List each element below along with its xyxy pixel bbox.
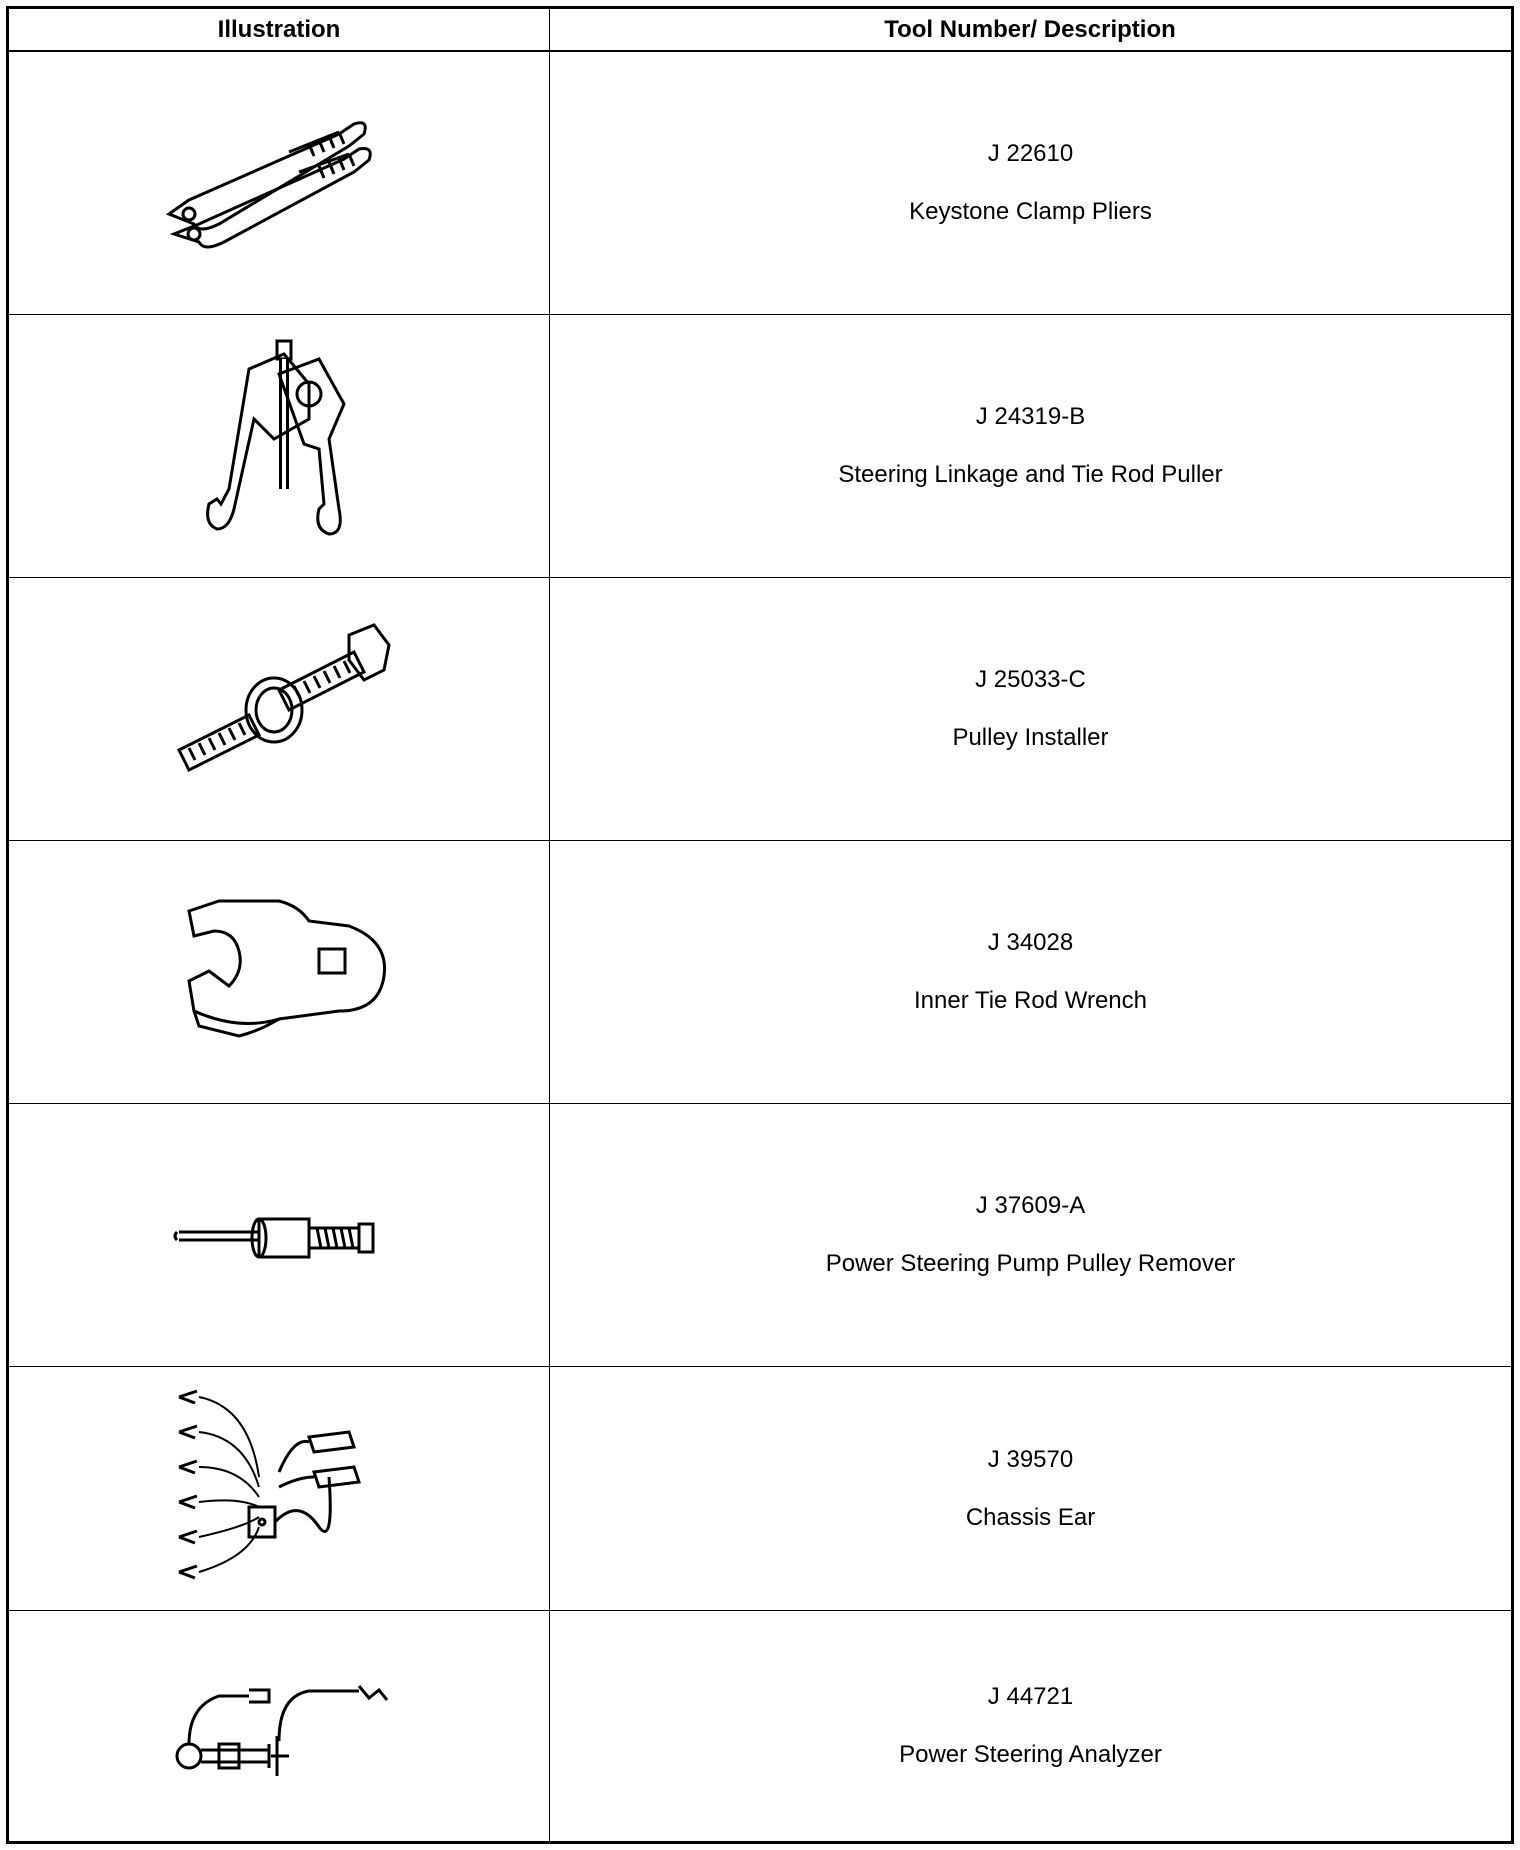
header-description: Tool Number/ Description	[884, 16, 1176, 43]
wrench-icon	[159, 861, 409, 1081]
tool-number: J 37609-A	[975, 1192, 1086, 1219]
tool-description: Keystone Clamp Pliers	[909, 198, 1152, 225]
tool-number: J 24319-B	[975, 403, 1086, 430]
tool-description: Steering Linkage and Tie Rod Puller	[838, 461, 1223, 488]
tool-description: Power Steering Pump Pulley Remover	[825, 1250, 1236, 1277]
illustration-cell	[9, 841, 549, 1103]
tool-number: J 34028	[987, 929, 1074, 956]
table-row	[9, 1104, 1511, 1367]
table-header	[9, 9, 1511, 52]
illustration-cell	[9, 1367, 549, 1610]
description-cell	[550, 1611, 1511, 1841]
tool-number: J 25033-C	[975, 666, 1086, 693]
description-cell	[550, 578, 1511, 840]
tool-table	[6, 6, 1514, 1844]
illustration-cell	[9, 1611, 549, 1841]
pulley-installer-icon	[159, 600, 409, 820]
tool-description: Inner Tie Rod Wrench	[913, 987, 1147, 1014]
description-cell	[550, 52, 1511, 314]
description-cell	[550, 1104, 1511, 1366]
illustration-cell	[9, 1104, 549, 1366]
table-row	[9, 315, 1511, 578]
description-cell	[550, 841, 1511, 1103]
chassis-ear-icon	[159, 1377, 409, 1597]
pulley-remover-icon	[159, 1124, 409, 1344]
analyzer-icon	[159, 1616, 409, 1836]
description-cell	[550, 315, 1511, 577]
pliers-icon	[159, 74, 409, 294]
description-cell	[550, 1367, 1511, 1610]
header-illustration: Illustration	[217, 16, 341, 43]
table-row	[9, 841, 1511, 1104]
table-row	[9, 52, 1511, 315]
tool-number: J 22610	[987, 140, 1074, 167]
tool-description: Pulley Installer	[952, 724, 1109, 751]
tool-number: J 39570	[987, 1445, 1074, 1473]
tool-description: Chassis Ear	[965, 1503, 1096, 1531]
tool-description: Power Steering Analyzer	[899, 1741, 1162, 1768]
table-row	[9, 1611, 1511, 1841]
illustration-cell	[9, 315, 549, 577]
puller-icon	[159, 329, 409, 549]
table-row	[9, 578, 1511, 841]
illustration-cell	[9, 52, 549, 314]
tool-number: J 44721	[987, 1683, 1074, 1710]
illustration-cell	[9, 578, 549, 840]
table-row	[9, 1367, 1511, 1611]
